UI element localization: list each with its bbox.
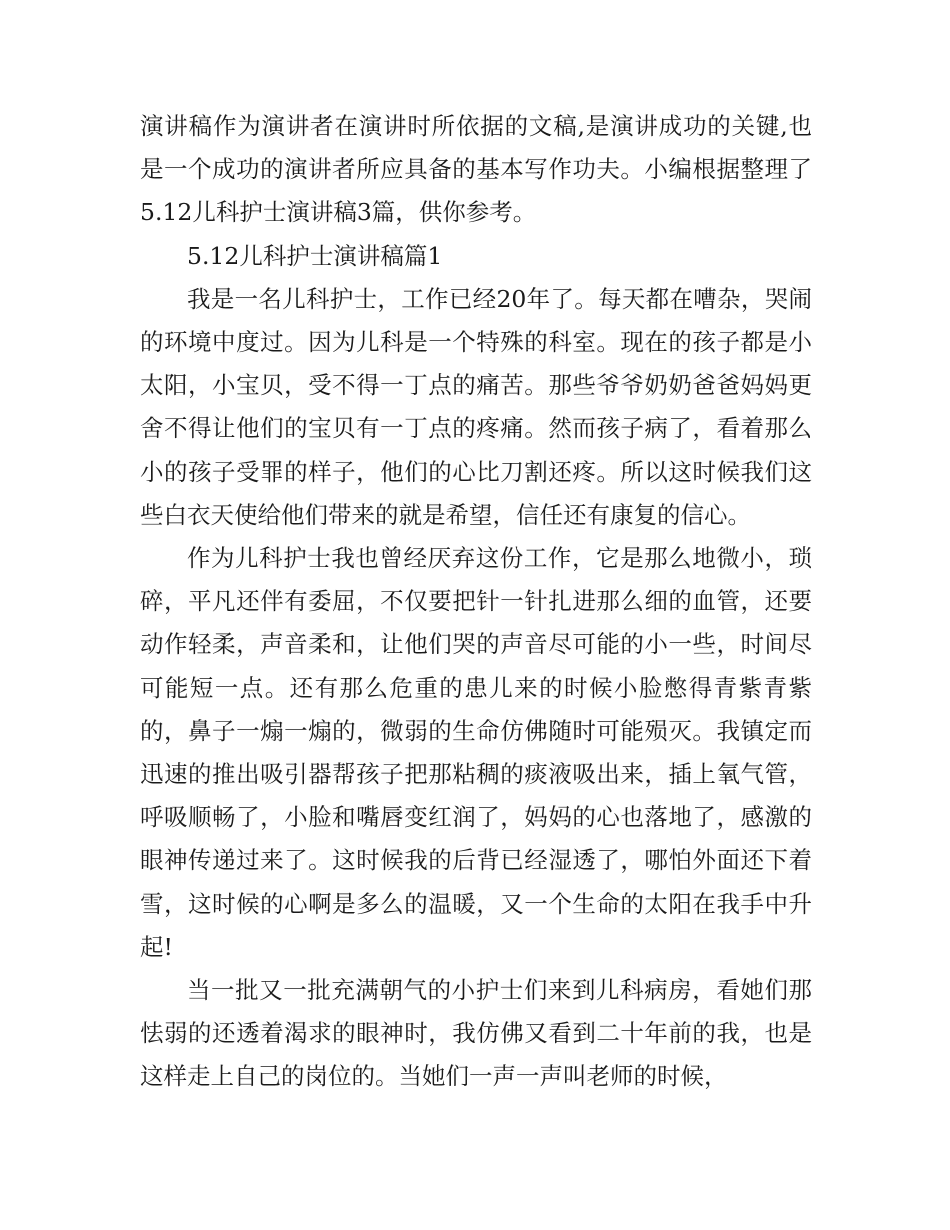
body-paragraph-1: 我是一名儿科护士，工作已经20年了。每天都在嘈杂，哭闹的环境中度过。因为儿科是一个特殊的科室。现在的孩子都是小太阳，小宝贝，受不得一丁点的痛苦。那些爷爷奶奶爸爸妈妈更舍不得让他们的宝贝有一丁点的疼痛。然而孩子病了，看着那么小的孩子受罪的样子，他们的心比刀割还疼。所以这时候我们这些白衣天使给他们带来的就是希望，信任还有康复的信心。 (140, 284, 812, 529)
body-paragraph-3: 当一批又一批充满朝气的小护士们来到儿科病房，看她们那怯弱的还透着渴求的眼神时，我仿佛又看到二十年前的我，也是这样走上自己的岗位的。当她们一声一声叫老师的时候， (140, 976, 812, 1091)
document-body (140, 105, 812, 1099)
section-heading: 5.12儿科护士演讲稿篇1 (187, 241, 443, 270)
body-paragraph-2: 作为儿科护士我也曾经厌弃这份工作，它是那么地微小，琐碎，平凡还伴有委屈，不仅要把针一针扎进那么细的血管，还要动作轻柔，声音柔和，让他们哭的声音尽可能的小一些，时间尽可能短一点。还有那么危重的患儿来的时候小脸憋得青紫青紫的，鼻子一煽一煽的，微弱的生命仿佛随时可能殒灭。我镇定而迅速的推出吸引器帮孩子把那粘稠的痰液吸出来，插上氧气管，呼吸顺畅了，小脸和嘴唇变红润了，妈妈的心也落地了，感激的眼神传递过来了。这时候我的后背已经湿透了，哪怕外面还下着雪，这时候的心啊是多么的温暖，又一个生命的太阳在我手中升起! (140, 544, 812, 961)
intro-paragraph: 演讲稿作为演讲者在演讲时所依据的文稿,是演讲成功的关键,也是一个成功的演讲者所应具备的基本写作功夫。小编根据整理了5.12儿科护士演讲稿3篇，供你参考。 (140, 112, 812, 227)
